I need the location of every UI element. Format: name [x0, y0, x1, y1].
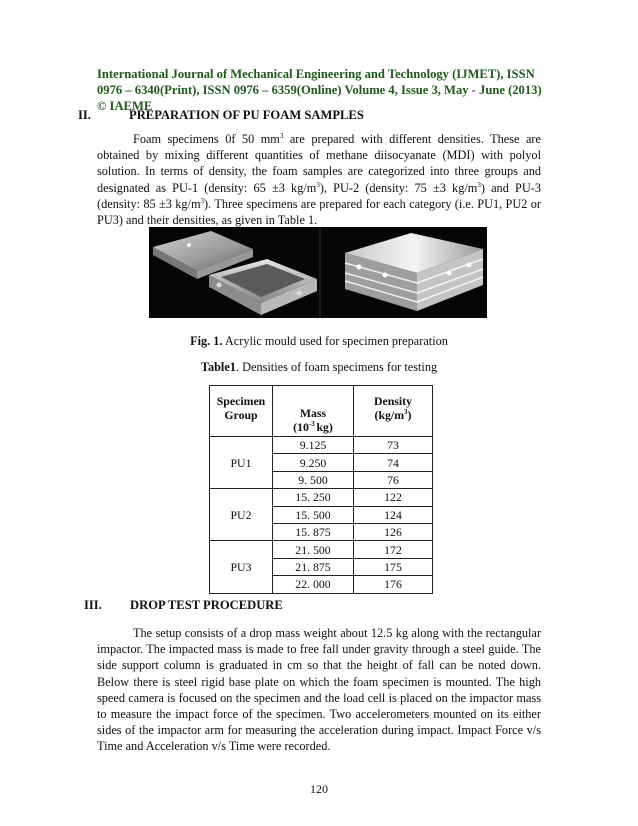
density-cell: 176 [354, 576, 433, 593]
section-3-paragraph: The setup consists of a drop mass weight about 12.5 kg along with the rectangular impactor. The impacted mass is made to free fall under gravity through a steel guide. The side support column is graduated in cm so that the height of fall can be noted down. Below there is steel rigid base plate on which the foam specimen is mounted. The high speed camera is focused on the specimen and the load cell is placed on the impactor mass to measure the impact force of the specimen. Two accelerometers mounted on its either sides of the impactor arm for measuring the acceleration during impact. Impact Force v/s Time and Acceleration v/s Time were recorded. [97, 626, 541, 754]
section-3-number: III. [84, 598, 102, 612]
mass-cell: 15. 250 [273, 489, 354, 506]
density-cell: 76 [354, 471, 433, 488]
mass-cell: 22. 000 [273, 576, 354, 593]
density-cell: 73 [354, 437, 433, 454]
table-header-row [210, 386, 433, 437]
group-cell: PU1 [210, 437, 273, 489]
mass-cell: 15. 500 [273, 506, 354, 523]
figure-caption: Fig. 1. Acrylic mould used for specimen preparation [190, 334, 448, 348]
table-row [210, 489, 433, 506]
density-cell: 122 [354, 489, 433, 506]
group-cell: PU2 [210, 489, 273, 541]
mass-cell: 21. 875 [273, 558, 354, 575]
mass-cell: 15. 875 [273, 523, 354, 540]
section-2-number: II. [78, 108, 91, 122]
section-2-paragraph: Foam specimens 0f 50 $mm^3$ are prepared with different densities. These are obtained by mixing different quantities of methane diisocyanate (MDI) with polyol solution. In terms of density, the foam samples are categorized into three groups and designated as PU-1 (density: 65 ±3 $kg/m^3$), PU-2 (density: 75 ±3 $kg/m^3$) and PU-3 (density: 85 ±3 $kg/m^3$). Three specimens are prepared for each category (i.e. PU1, PU2 or PU3) and their densities, as given in Table 1. [97, 131, 541, 228]
table-row [210, 437, 433, 454]
mass-cell: 9.125 [273, 437, 354, 454]
mass-cell: 21. 500 [273, 541, 354, 558]
mass-cell: 9. 500 [273, 471, 354, 488]
densities-table [209, 385, 433, 594]
density-cell: 175 [354, 558, 433, 575]
table-caption: Table1. Densities of foam specimens for testing [200, 360, 438, 374]
header-density: Density $(kg/m^3)$ [354, 386, 433, 437]
header-mass: Mass ($10^{-3}$ kg) [273, 386, 354, 437]
density-cell: 172 [354, 541, 433, 558]
group-cell: PU3 [210, 541, 273, 593]
acrylic-mould-photo [149, 227, 487, 318]
page-number: 120 [310, 782, 328, 796]
mass-cell: 9.250 [273, 454, 354, 471]
density-cell: 126 [354, 523, 433, 540]
table-row [210, 541, 433, 558]
density-cell: 74 [354, 454, 433, 471]
section-2-title: PREPARATION OF PU FOAM SAMPLES [129, 108, 364, 122]
header-specimen-group: Specimen Group [210, 386, 273, 437]
section-3-title: DROP TEST PROCEDURE [130, 598, 283, 612]
journal-header: International Journal of Mechanical Engineering and Technology (IJMET), ISSN 0976 – 6340(Print), ISSN 0976 – 6359(Online) Volume 4, Issue 3, May - June (2013) © IAEME [97, 67, 542, 113]
density-cell: 124 [354, 506, 433, 523]
